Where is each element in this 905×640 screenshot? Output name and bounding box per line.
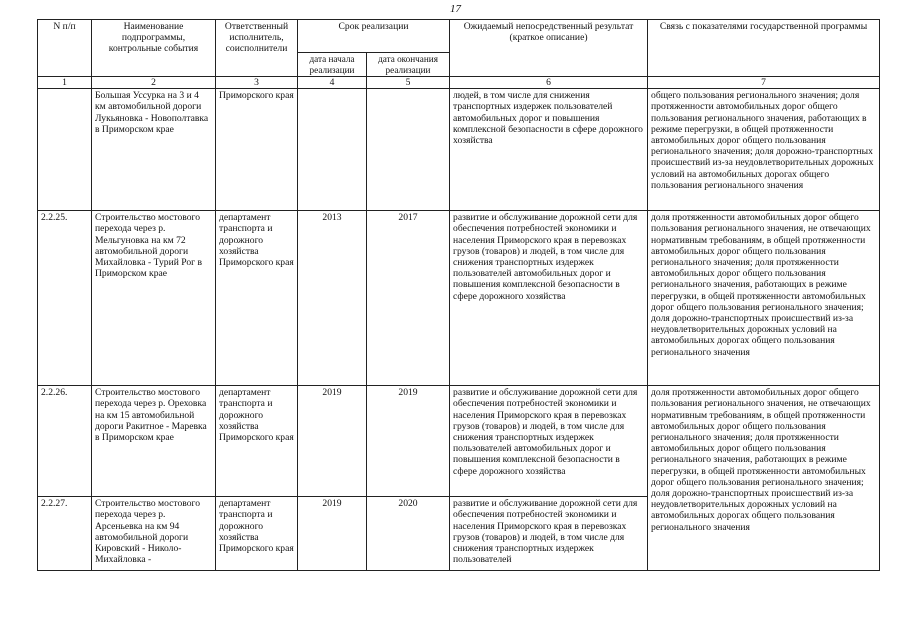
page-number: 17 xyxy=(450,3,461,15)
column-number-row xyxy=(38,77,880,89)
row-link: доля протяженности автомобильных дорог общего пользования регионального значения, не отвечающих нормативным требованиям, в общей протяженности автомобильных дорог общего пользования регионального значения; доля протяженности автомобильных дорог общего пользования регионального значения, работающих в режиме перегрузки, в общей протяженности автомобильных дорог общего пользования регионального значения; доля дорожно-транспортных происшествий из-за неудовлетворительных дорожных условий на автомобильных дорогах общего пользования регионального значения xyxy=(648,211,880,386)
header-period: Срок реализации xyxy=(298,20,450,53)
column-number: 5 xyxy=(367,77,450,89)
row-result: развитие и обслуживание дорожной сети для обеспечения потребностей экономики и населения Приморского края в перевозках грузов (товаров) и людей, в том числе для снижения транспортных издержек пользователей xyxy=(450,497,648,571)
row-name: Строительство мостового перехода через р. Арсеньевка на км 94 автомобильной дороги Кировский - Николо-Михайловка - xyxy=(92,497,216,571)
row-end: 2017 xyxy=(367,211,450,386)
column-number: 4 xyxy=(298,77,367,89)
row-result: развитие и обслуживание дорожной сети для обеспечения потребностей экономики и населения Приморского края в перевозках грузов (товаров) и людей, в том числе для снижения транспортных издержек пользователей автомобильных дорог и повышения комплексной безопасности в сфере дорожного хозяйства xyxy=(450,386,648,497)
row-start xyxy=(298,89,367,211)
header-name: Наименование подпрограммы, контрольные события xyxy=(92,20,216,77)
header-result: Ожидаемый непосредственный результат (краткое описание) xyxy=(450,20,648,77)
row-executor: департамент транспорта и дорожного хозяйства Приморского края xyxy=(216,386,298,497)
table-row xyxy=(38,89,880,211)
table-row xyxy=(38,386,880,497)
row-start: 2013 xyxy=(298,211,367,386)
column-number: 2 xyxy=(92,77,216,89)
header-row xyxy=(38,20,880,53)
program-events-table xyxy=(37,19,880,571)
row-end: 2020 xyxy=(367,497,450,571)
header-end: дата окончания реализации xyxy=(367,53,450,77)
column-number: 6 xyxy=(450,77,648,89)
header-executor: Ответственный исполнитель, соисполнители xyxy=(216,20,298,77)
row-link: доля протяженности автомобильных дорог общего пользования регионального значения, не отвечающих нормативным требованиям, в общей протяженности автомобильных дорог общего пользования регионального значения; доля протяженности автомобильных дорог общего пользования регионального значения, работающих в режиме перегрузки, в общей протяженности автомобильных дорог общего пользования регионального значения; доля дорожно-транспортных происшествий из-за неудовлетворительных дорожных условий на автомобильных дорогах общего пользования регионального значения xyxy=(648,386,880,571)
row-number: 2.2.27. xyxy=(38,497,92,571)
row-result: людей, в том числе для снижения транспортных издержек пользователей автомобильных дорог и повышения комплексной безопасности в сфере дорожного хозяйства xyxy=(450,89,648,211)
row-start: 2019 xyxy=(298,497,367,571)
row-end: 2019 xyxy=(367,386,450,497)
row-number: 2.2.25. xyxy=(38,211,92,386)
row-name: Строительство мостового перехода через р. Мельгуновка на км 72 автомобильной дороги Михайловка - Турий Рог в Приморском крае xyxy=(92,211,216,386)
row-result: развитие и обслуживание дорожной сети для обеспечения потребностей экономики и населения Приморского края в перевозках грузов (товаров) и людей, в том числе для снижения транспортных издержек пользователей автомобильных дорог и повышения комплексной безопасности в сфере дорожного хозяйства xyxy=(450,211,648,386)
row-start: 2019 xyxy=(298,386,367,497)
row-end xyxy=(367,89,450,211)
row-executor: департамент транспорта и дорожного хозяйства Приморского края xyxy=(216,497,298,571)
row-name: Строительство мостового перехода через р. Ореховка на км 15 автомобильной дороги Ракитное - Маревка в Приморском крае xyxy=(92,386,216,497)
header-start: дата начала реализации xyxy=(298,53,367,77)
row-executor: департамент транспорта и дорожного хозяйства Приморского края xyxy=(216,211,298,386)
column-number: 3 xyxy=(216,77,298,89)
row-number: 2.2.26. xyxy=(38,386,92,497)
column-number: 7 xyxy=(648,77,880,89)
column-number: 1 xyxy=(38,77,92,89)
row-executor: Приморского края xyxy=(216,89,298,211)
table-row xyxy=(38,211,880,386)
header-link: Связь с показателями государственной программы xyxy=(648,20,880,77)
row-name: Большая Уссурка на 3 и 4 км автомобильной дороги Лукьяновка - Новополтавка в Приморском крае xyxy=(92,89,216,211)
row-link: общего пользования регионального значения; доля протяженности автомобильных дорог общего пользования регионального значения, работающих в режиме перегрузки, в общей протяженности автомобильных дорог общего пользования регионального значения; доля дорожно-транспортных происшествий из-за неудовлетворительных дорожных условий на автомобильных дорогах общего пользования регионального значения xyxy=(648,89,880,211)
header-num: N п/п xyxy=(38,20,92,77)
row-number xyxy=(38,89,92,211)
